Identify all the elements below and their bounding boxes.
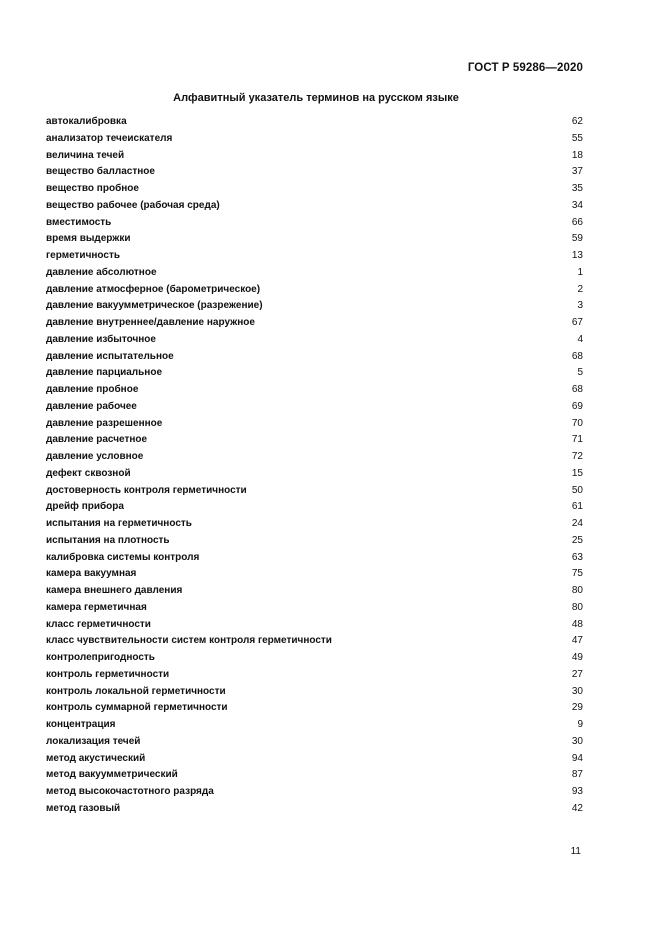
index-term: испытания на герметичность	[46, 518, 192, 529]
index-page-ref: 35	[571, 183, 583, 194]
index-entry	[46, 317, 583, 334]
index-page-ref: 68	[571, 384, 583, 395]
index-entry	[46, 183, 583, 200]
index-term: камера внешнего давления	[46, 585, 183, 596]
index-entry	[46, 434, 583, 451]
index-entry	[46, 418, 583, 435]
index-page-ref: 67	[571, 317, 583, 328]
index-entry	[46, 552, 583, 569]
index-term: контроль суммарной герметичности	[46, 702, 228, 714]
index-page-ref: 71	[571, 434, 583, 446]
index-entry	[46, 133, 583, 150]
index-term: метод высокочастотного разряда	[46, 786, 214, 797]
index-page-ref: 9	[577, 719, 583, 730]
index-term: давление условное	[46, 451, 144, 462]
index-entry	[46, 602, 583, 619]
index-entry	[46, 719, 583, 736]
index-term: концентрация	[46, 719, 116, 730]
index-entry	[46, 669, 583, 686]
index-entry	[46, 769, 583, 786]
index-entry	[46, 702, 583, 719]
index-page-ref: 24	[571, 518, 583, 529]
index-term: давление пробное	[46, 384, 139, 395]
index-entry	[46, 401, 583, 418]
index-term: давление расчетное	[46, 434, 148, 446]
index-term: вещество балластное	[46, 166, 155, 178]
index-page-ref: 66	[571, 216, 583, 228]
index-entry	[46, 367, 583, 384]
index-page-ref: 37	[571, 166, 583, 178]
index-entry	[46, 736, 583, 753]
index-page-ref: 59	[571, 233, 583, 245]
index-page-ref: 55	[571, 132, 583, 144]
index-entry	[46, 568, 583, 585]
index-entry	[46, 150, 583, 167]
index-page-ref: 75	[571, 568, 583, 580]
index-page-ref: 29	[571, 702, 583, 714]
index-entry	[46, 300, 583, 317]
index-term: величина течей	[46, 149, 125, 161]
index-page-ref: 13	[571, 250, 583, 261]
index-term: давление рабочее	[46, 400, 137, 412]
document-code: ГОСТ Р 59286—2020	[467, 62, 583, 74]
index-page-ref: 18	[571, 149, 583, 161]
index-page-ref: 30	[571, 735, 583, 747]
index-term: дефект сквозной	[46, 467, 131, 479]
index-page-ref: 93	[571, 786, 583, 797]
index-entry	[46, 652, 583, 669]
index-page-ref: 25	[571, 534, 583, 546]
index-page-ref: 4	[577, 333, 583, 345]
index-term: давление избыточное	[46, 333, 156, 345]
index-page-ref: 47	[571, 635, 583, 647]
index-page-ref: 69	[571, 400, 583, 412]
index-entry	[46, 250, 583, 267]
index-entry	[46, 334, 583, 351]
index-entry	[46, 267, 583, 284]
index-term: время выдержки	[46, 233, 131, 245]
index-term: давление абсолютное	[46, 266, 157, 278]
index-term: вещество пробное	[46, 183, 139, 194]
index-term: давление разрешенное	[46, 417, 163, 429]
index-page-ref: 3	[577, 300, 583, 312]
index-entry	[46, 501, 583, 518]
index-entry	[46, 351, 583, 368]
index-term: метод газовый	[46, 802, 121, 814]
index-term: герметичность	[46, 250, 121, 261]
index-page-ref: 2	[577, 283, 583, 295]
index-page-ref: 94	[571, 752, 583, 764]
index-page-ref: 30	[571, 685, 583, 697]
index-page-ref: 62	[571, 116, 583, 127]
index-entry	[46, 518, 583, 535]
index-term: давление вакуумметрическое (разрежение)	[46, 300, 263, 312]
index-term: класс чувствительности систем контроля герметичности	[46, 635, 332, 647]
index-page-ref: 1	[577, 266, 583, 278]
index-term: вместимость	[46, 216, 112, 228]
index-entry	[46, 619, 583, 636]
index-entry	[46, 166, 583, 183]
index-term: достоверность контроля герметичности	[46, 484, 247, 496]
index-page-ref: 63	[571, 551, 583, 563]
index-term: дрейф прибора	[46, 501, 124, 513]
index-entry	[46, 803, 583, 820]
index-entry	[46, 217, 583, 234]
index-term: контроль герметичности	[46, 668, 170, 680]
index-page-ref: 68	[571, 350, 583, 362]
index-page-ref: 34	[571, 199, 583, 211]
index-term: автокалибровка	[46, 116, 127, 127]
index-term: камера вакуумная	[46, 568, 137, 580]
index-entry	[46, 200, 583, 217]
index-page-ref: 87	[571, 769, 583, 781]
index-page-ref: 50	[571, 484, 583, 496]
index-page-ref: 42	[571, 802, 583, 814]
index-entry	[46, 451, 583, 468]
index-term: давление внутреннее/давление наружное	[46, 317, 255, 328]
index-page-ref: 80	[571, 585, 583, 596]
index-term: испытания на плотность	[46, 534, 170, 546]
index-entry	[46, 233, 583, 250]
index-page-ref: 80	[571, 601, 583, 613]
index-title: Алфавитный указатель терминов на русском языке	[173, 92, 459, 104]
index-page-ref: 5	[577, 367, 583, 379]
index-entry	[46, 384, 583, 401]
index-term: калибровка системы контроля	[46, 551, 200, 563]
index-page-ref: 15	[571, 467, 583, 479]
index-page-ref: 49	[571, 652, 583, 663]
index-term: вещество рабочее (рабочая среда)	[46, 199, 220, 211]
index-entry	[46, 635, 583, 652]
index-entry	[46, 468, 583, 485]
index-page-ref: 48	[571, 618, 583, 630]
index-term: давление испытательное	[46, 350, 174, 362]
index-term: метод акустический	[46, 752, 146, 764]
index-term: давление атмосферное (барометрическое)	[46, 283, 261, 295]
index-entry	[46, 686, 583, 703]
index-entry	[46, 485, 583, 502]
index-term: давление парциальное	[46, 367, 163, 379]
index-page-ref: 70	[571, 417, 583, 429]
index-page-ref: 72	[571, 451, 583, 462]
index-entry	[46, 116, 583, 133]
index-term: контролепригодность	[46, 652, 155, 663]
index-entry	[46, 585, 583, 602]
index-entry	[46, 535, 583, 552]
page-number: 11	[570, 846, 581, 857]
index-term: локализация течей	[46, 735, 141, 747]
term-index-list	[46, 116, 583, 820]
index-entry	[46, 284, 583, 301]
index-term: контроль локальной герметичности	[46, 685, 226, 697]
index-page-ref: 27	[571, 668, 583, 680]
index-page-ref: 61	[571, 501, 583, 513]
index-term: камера герметичная	[46, 601, 147, 613]
index-term: метод вакуумметрический	[46, 769, 178, 781]
index-entry	[46, 753, 583, 770]
index-term: анализатор течеискателя	[46, 132, 173, 144]
index-entry	[46, 786, 583, 803]
index-term: класс герметичности	[46, 618, 151, 630]
